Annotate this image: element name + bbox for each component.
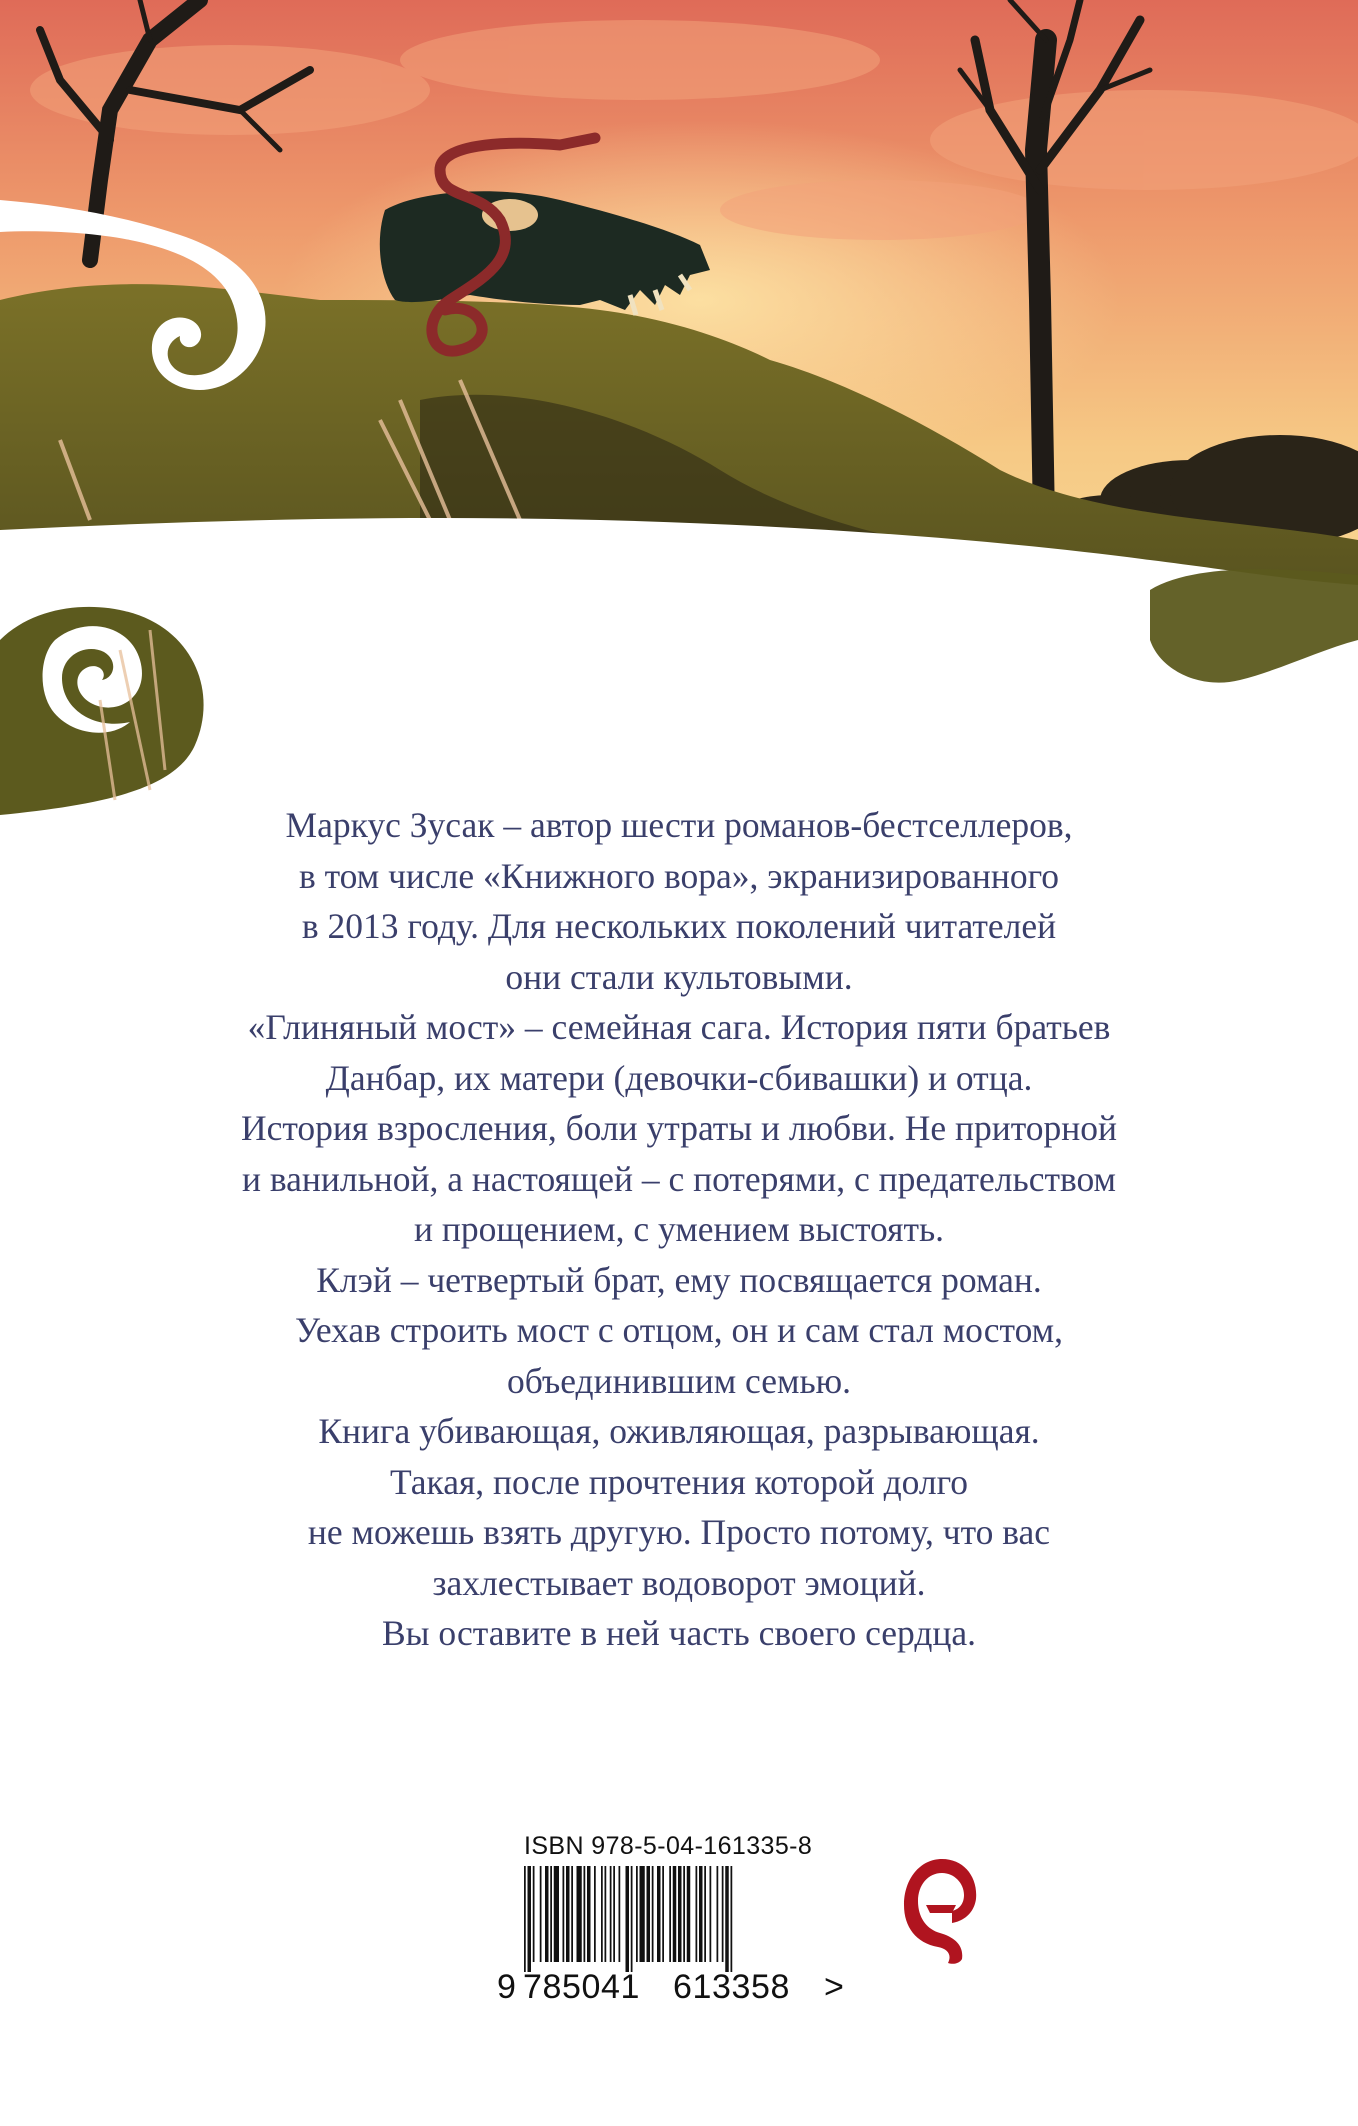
blurb-line: захлестывает водоворот эмоций. bbox=[432, 1562, 926, 1603]
barcode-bar bbox=[673, 1866, 677, 1962]
barcode-bar bbox=[545, 1866, 549, 1962]
barcode-digit-group-2: 613358 bbox=[673, 1968, 791, 2006]
barcode-bar bbox=[540, 1866, 542, 1962]
blurb-line: не можешь взять другую. Просто потому, что вас bbox=[307, 1512, 1051, 1552]
barcode-bar bbox=[731, 1866, 733, 1972]
barcode-bar bbox=[601, 1866, 603, 1962]
barcode-bar bbox=[528, 1866, 532, 1972]
barcode-digit-tail: > bbox=[824, 1968, 844, 2006]
barcode-bar bbox=[687, 1866, 691, 1962]
barcode-bar bbox=[647, 1866, 651, 1962]
isbn-label: ISBN 978-5-04-161335-8 bbox=[524, 1832, 813, 1860]
barcode-bar bbox=[696, 1866, 698, 1962]
blurb-line: Такая, после прочтения которой долго bbox=[389, 1461, 969, 1502]
barcode-bar bbox=[563, 1866, 565, 1962]
cover-illustration bbox=[0, 0, 1358, 830]
barcode-bar bbox=[710, 1866, 712, 1962]
blurb-line: Данбар, их матери (девочки-сбивашки) и отца. bbox=[325, 1057, 1033, 1098]
barcode-bar bbox=[577, 1866, 582, 1962]
eksmo-logo-icon bbox=[902, 1855, 978, 1965]
barcode-bar bbox=[652, 1866, 654, 1962]
barcode-bar bbox=[626, 1866, 630, 1972]
barcode-bar bbox=[683, 1866, 685, 1962]
blurb-line: они стали культовыми. bbox=[505, 956, 853, 997]
blurb-line: и прощением, с умением выстоять. bbox=[413, 1209, 945, 1249]
white-mid-band bbox=[0, 518, 1358, 830]
book-description bbox=[100, 800, 1258, 1659]
barcode-bar bbox=[550, 1866, 552, 1962]
barcode-bar bbox=[699, 1866, 703, 1962]
barcode-bar bbox=[594, 1866, 596, 1962]
blurb-line: История взросления, боли утраты и любви. Не приторной bbox=[240, 1108, 1118, 1148]
barcode-bar bbox=[704, 1866, 706, 1962]
barcode-bar bbox=[587, 1866, 591, 1962]
barcode-bar bbox=[554, 1866, 559, 1962]
barcode-digits bbox=[497, 1968, 843, 2008]
barcode-bar bbox=[613, 1866, 615, 1962]
blurb-line: Уехав строить мост с отцом, он и сам стал мостом, bbox=[294, 1310, 1064, 1350]
barcode-bar bbox=[669, 1866, 671, 1962]
barcode-bar bbox=[636, 1866, 638, 1962]
barcode-bar bbox=[725, 1866, 729, 1972]
blurb-line: «Глиняный мост» – семейная сага. История пяти братьев bbox=[247, 1007, 1111, 1047]
barcode-bar bbox=[605, 1866, 607, 1962]
barcode-bars bbox=[524, 1866, 824, 1972]
barcode-bar bbox=[640, 1866, 645, 1962]
blurb-line: Клэй – четвертый брат, ему посвящается роман. bbox=[316, 1259, 1042, 1300]
blurb-line: и ванильной, а настоящей – с потерями, с предательством bbox=[241, 1158, 1117, 1199]
barcode-bar bbox=[524, 1866, 526, 1972]
blurb-line: Книга убивающая, оживляющая, разрывающая. bbox=[318, 1411, 1040, 1451]
barcode-bar bbox=[662, 1866, 664, 1962]
barcode-bar bbox=[619, 1866, 621, 1962]
barcode-bar bbox=[533, 1866, 535, 1962]
barcode-bar bbox=[657, 1866, 661, 1962]
barcode-bar bbox=[678, 1866, 682, 1962]
barcode-bar bbox=[717, 1866, 719, 1962]
barcode-bar bbox=[631, 1866, 633, 1972]
blurb-line: в 2013 году. Для нескольких поколений читателей bbox=[301, 906, 1057, 946]
blurb-line: Маркус Зусак – автор шести романов-бестселлеров, bbox=[285, 805, 1073, 845]
barcode-bar bbox=[566, 1866, 570, 1962]
blurb-line: Вы оставите в ней часть своего сердца. bbox=[381, 1613, 977, 1653]
barcode-digit-group-1: 785041 bbox=[523, 1968, 641, 2006]
barcode-bar bbox=[571, 1866, 573, 1962]
blurb-line: объединившим семью. bbox=[506, 1360, 852, 1401]
barcode-bar bbox=[584, 1866, 586, 1962]
barcode-bar bbox=[610, 1866, 612, 1962]
barcode-bar bbox=[722, 1866, 724, 1962]
isbn-barcode bbox=[497, 1832, 843, 2012]
barcode-digit-lead: 9 bbox=[497, 1968, 516, 2006]
blurb-line: в том числе «Книжного вора», экранизированного bbox=[298, 855, 1060, 896]
